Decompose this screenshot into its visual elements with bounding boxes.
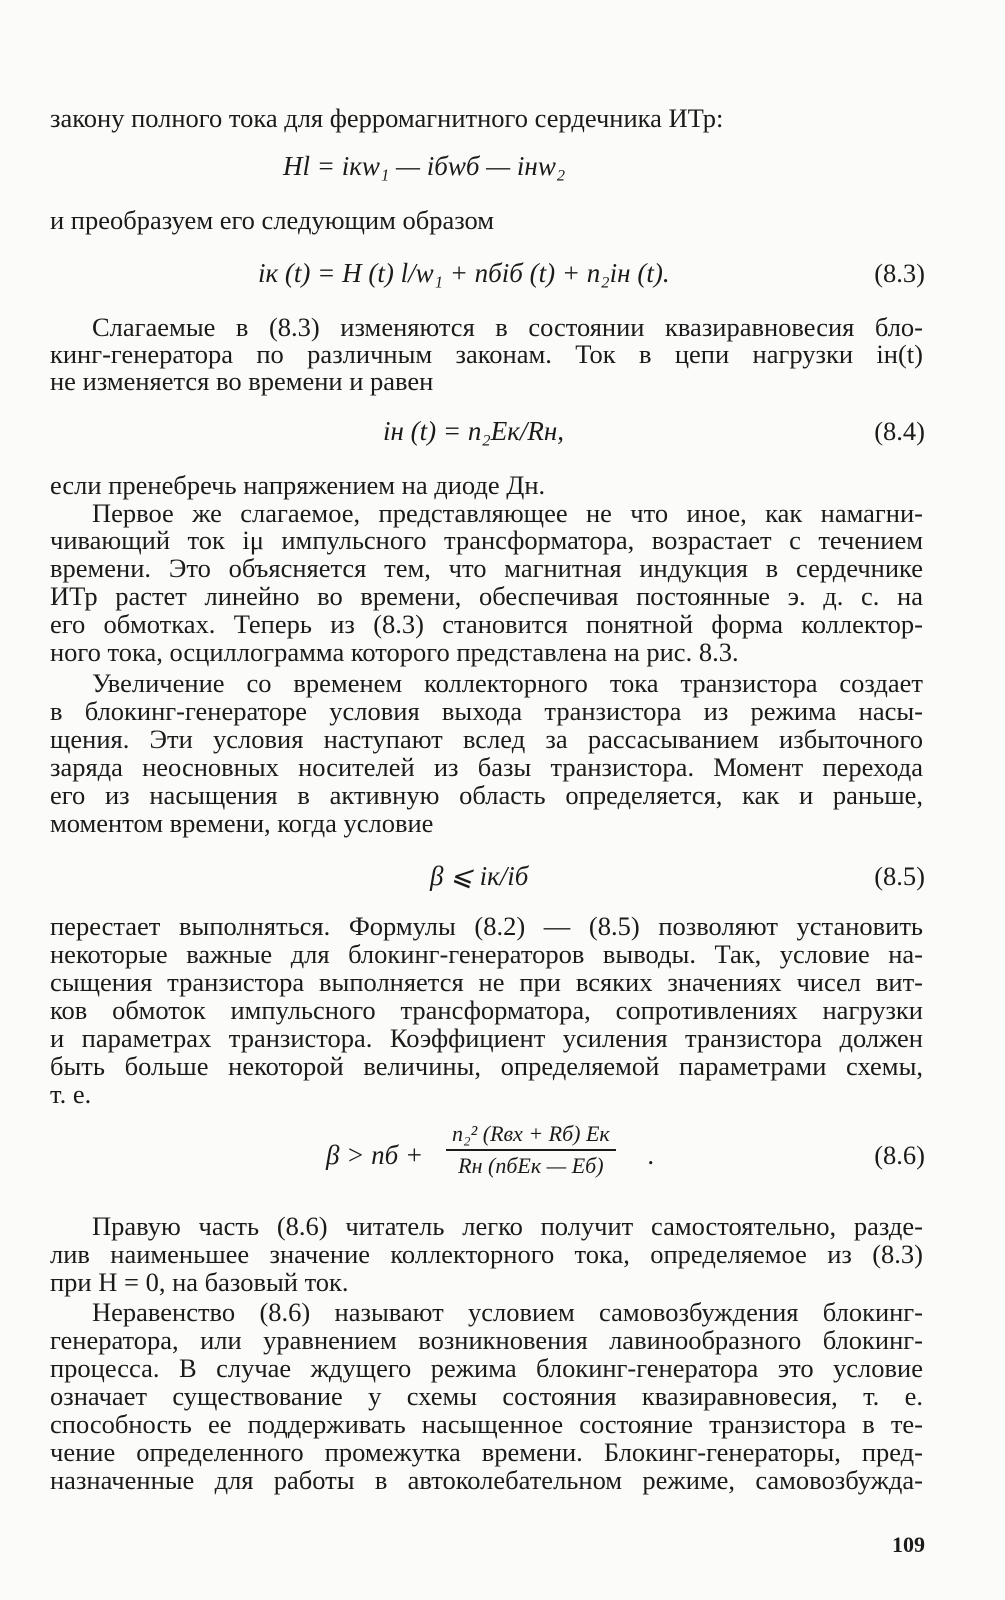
text-line: кинг-генератора по различным законам. Ток в цепи нагрузки iн(t) — [50, 339, 923, 369]
equation-8-6-lhs: β > nб + — [326, 1140, 424, 1170]
text-line: Правую часть (8.6) читатель легко получит самостоятельно, разде- — [92, 1211, 923, 1241]
text-line: чивающий ток iμ импульсного трансформатора, возрастает с течением — [50, 525, 923, 555]
text-line: его из насыщения в активную область определяется, как и раньше, — [50, 780, 923, 810]
text-line: Первое же слагаемое, представляющее не что иное, как намагни- — [92, 498, 923, 528]
text-line: быть больше некоторой величины, определяемой параметрами схемы, — [50, 1051, 923, 1081]
text-line: лив наименьшее значение коллекторного тока, определяемое из (8.3) — [50, 1239, 923, 1269]
equation-unnumbered: Hl = iкw₁ — iбwб — iнw₂ — [283, 151, 566, 181]
text-line: перестает выполняться. Формулы (8.2) — (8.5) позволяют установить — [50, 911, 923, 941]
text-line: ИТр растет линейно во времени, обеспечивая постоянные э. д. с. на — [50, 581, 923, 611]
text-line: закону полного тока для ферромагнитного сердечника ИТр: — [50, 103, 724, 133]
text-line: чение определенного промежутка времени. Блокинг-генераторы, пред- — [50, 1437, 923, 1467]
text-line: если пренебречь напряжением на диоде Дн. — [50, 470, 546, 500]
equation-number: (8.4) — [874, 416, 925, 446]
text-line: ков обмоток импульсного трансформатора, сопротивлениях нагрузки — [50, 995, 923, 1025]
text-line: некоторые важные для блокинг-генераторов выводы. Так, условие на- — [50, 939, 923, 969]
text-line: не изменяется во времени и равен — [50, 366, 434, 396]
text-line: процесса. В случае ждущего режима блокинг-генератора это условие — [50, 1353, 923, 1383]
fraction-numerator: n₂² (Rвх + Rб) Eк — [452, 1121, 610, 1146]
text-line: и преобразуем его следующим образом — [50, 205, 495, 235]
equation-8-5: β ⩽ iк/iб — [430, 861, 529, 891]
equation-number: (8.3) — [874, 258, 925, 288]
text-line: генератора, или уравнением возникновения лавинообразного блокинг- — [50, 1325, 923, 1355]
equation-8-3: iк (t) = H (t) l/w₁ + nбiб (t) + n₂iн (t). — [258, 258, 670, 288]
text-line: Слагаемые в (8.3) изменяются в состоянии квазиравновесия бло- — [92, 312, 923, 342]
page-number: 109 — [892, 1532, 925, 1557]
text-line: т. е. — [50, 1079, 92, 1109]
text-line: означает существование у схемы состояния квазиравновесия, т. е. — [50, 1381, 923, 1411]
equation-number: (8.6) — [874, 1140, 925, 1170]
text-line: Неравенство (8.6) называют условием самовозбуждения блокинг- — [92, 1297, 923, 1327]
text-line: ного тока, осциллограмма которого представлена на рис. 8.3. — [50, 637, 739, 667]
text-line: моментом времени, когда условие — [50, 808, 434, 838]
equation-number: (8.5) — [874, 861, 925, 891]
text-line: и параметрах транзистора. Коэффициент усиления транзистора должен — [50, 1023, 923, 1053]
text-line: в блокинг-генераторе условия выхода транзистора из режима насы- — [50, 696, 923, 726]
text-line: Увеличение со временем коллекторного тока транзистора создает — [92, 668, 923, 698]
text-line: щения. Эти условия наступают вслед за рассасыванием избыточного — [50, 724, 923, 754]
text-line: способность ее поддерживать насыщенное состояние транзистора в те- — [50, 1409, 923, 1439]
text-line: при H = 0, на базовый ток. — [50, 1267, 349, 1297]
text-line: назначенные для работы в автоколебательном режиме, самовозбужда- — [50, 1465, 923, 1495]
text-line: его обмотках. Теперь из (8.3) становится понятной форма коллектор- — [50, 609, 923, 639]
text-line: заряда неосновных носителей из базы транзистора. Момент перехода — [50, 752, 923, 782]
text-line: времени. Это объясняется тем, что магнитная индукция в сердечнике — [50, 553, 923, 583]
equation-8-6-fraction — [446, 1121, 616, 1179]
fraction-denominator: Rн (nбEк — Eб) — [458, 1152, 604, 1178]
equation-8-6-tail: . — [648, 1140, 655, 1170]
text-line: сыщения транзистора выполняется не при всяких значениях чисел вит- — [50, 967, 923, 997]
equation-8-4: iн (t) = n₂Eк/Rн, — [383, 416, 564, 446]
